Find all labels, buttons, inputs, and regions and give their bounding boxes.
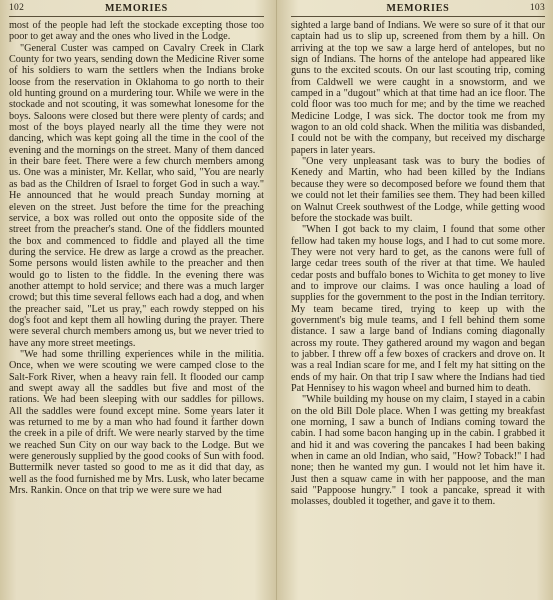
left-page-number: 102 bbox=[9, 3, 25, 13]
right-page-body bbox=[291, 20, 545, 508]
right-page bbox=[277, 0, 553, 600]
right-page-number: 103 bbox=[529, 3, 545, 13]
left-page-body bbox=[9, 20, 264, 496]
right-page-header bbox=[291, 3, 545, 17]
left-running-head: MEMORIES bbox=[104, 3, 169, 14]
paragraph: "We had some thrilling experiences while in the militia. Once, when we were scouting we were camped close to the Salt-Fork River, when a heavy rain fell. It flooded our camp and swept away all the saddles but five and most of the rations. We had been sleeping with our saddles for pillows. All the saddles were found except mine. Some years later it was returned to me by a man who had found it farther down the creek in a pile of drift. We were nearly starved by the time we reached Sun City on our way back to the Lodge. But we were generously supplied by the good cooks of Sun with food. Buttermilk never tasted so good to me as it did that day, as well as the food furnished me by Mrs. Lusk, who later became Mrs. Rankin. Once on that trip we were sure we had bbox=[9, 348, 264, 497]
left-page bbox=[0, 0, 276, 600]
right-running-head: MEMORIES bbox=[386, 3, 450, 14]
paragraph: most of the people had left the stockade excepting those too poor to get away and the ones who lived in the Lodge. bbox=[9, 20, 264, 43]
paragraph: "One very unpleasant task was to bury the bodies of Kenedy and Martin, who had been killed by the Indians because they were so decomposed before we found them that we could not let their families see them. They had been killed on Walnut Creek southwest of the Lodge, while getting wood before the stockade was built. bbox=[291, 156, 545, 224]
paragraph: "When I got back to my claim, I found that some other fellow had taken my house logs, and I had to cut some more. They were not very hard to get, as the canons were full of large cedar trees south of the river at that time. We hauled cedar posts and buffalo bones to Wichita to get money to live and to improve our claims. I was once hauling a load of supplies for the government to the post in the Indian territory. My team became tired, trying to keep up with the government's big mule teams, and I fell behind them some distance. I saw a large band of Indians coming diagonally across my route. They gathered around my wagon and began to jabber. I threw off a few boxes of crackers and drove on. It was a real Indian scare for me, and I felt my hat sitting on the ends of my hair. On that trip I saw where the Indians had tied Pat Hennisey to his wagon wheel and burned him to death. bbox=[291, 224, 545, 394]
paragraph: "While building my house on my claim, I stayed in a cabin on the old Bill Dole place. When I was getting my breakfast one morning, I saw a bunch of Indians coming toward the cabin. I had some bacon hanging up in the cabin. I grabbed it and hid it and was covering the pancakes I had been baking when in came an old Indian, who said, "How? Toback!" I had none; then he wanted my gun. I would not let him have it. Just then a squaw came in with her pappoose, and the man said "Pappoose hungry." I took a pancake, spread it with molasses, doubled it together, and gave it to them. bbox=[291, 394, 545, 508]
left-page-header bbox=[9, 3, 264, 17]
paragraph: "General Custer was camped on Cavalry Creek in Clark County for two years, sending down the Medicine River some of his soldiers to warn the settlers when the Indians broke loose from the reservation in Oklahoma to go north to their old hunting ground on a murdering tour. While we were in the stockade and not scouting, it was somewhat lonesome for the boys. Saloons were closed but there were plenty of cards; and most of the boys played nearly all the time they were not dancing, which was kept going all the time in the cool of the evening and the mornings on the street. Many of them danced in their bare feet. There were a few church members among us. One was a minister, Mr. Kellar, who said, "You are nearly as bad as the Children of Israel to forget God in such a way." He announced that he would preach Sunday morning at eleven on the street. Just before the time for the preaching service, a box was rolled out onto the opposite side of the street from the preacher's stand. One of the fiddlers mounted the box and commenced to fiddle and played all the time during the service. He drew as large a crowd as the preacher. Some persons would listen awhile to the preacher and then would go to listen to the fiddle. In the evening there was another attempt to hold service; and there was a much larger crowd; but this time several fellows each had a dog, and when the preacher said, "Let us pray," each rowdy stepped on his dog's foot and kept them all howling during the prayer. There were several church members among us, but we never tried to have any more street meetings. bbox=[9, 42, 264, 349]
paragraph: sighted a large band of Indians. We were so sure of it that our captain had us to slip up, screened from them by a hill. On arriving at the top we saw a large herd of antelopes, but no sign of Indians. The horns of the antelope had appeared like guns to the excited scouts. On our last scouting trip, coming from Caldwell we were caught in a snowstorm, and we camped in a "dugout" which at that time had an ice floor. The cold floor was too much for me; and by the time we reached Medicine Lodge, I was sick. The doctor took me from my wagon to an old cold shack. When the militia was disbanded, I could not be with the company, but received my discharge papers in later years. bbox=[291, 20, 545, 156]
